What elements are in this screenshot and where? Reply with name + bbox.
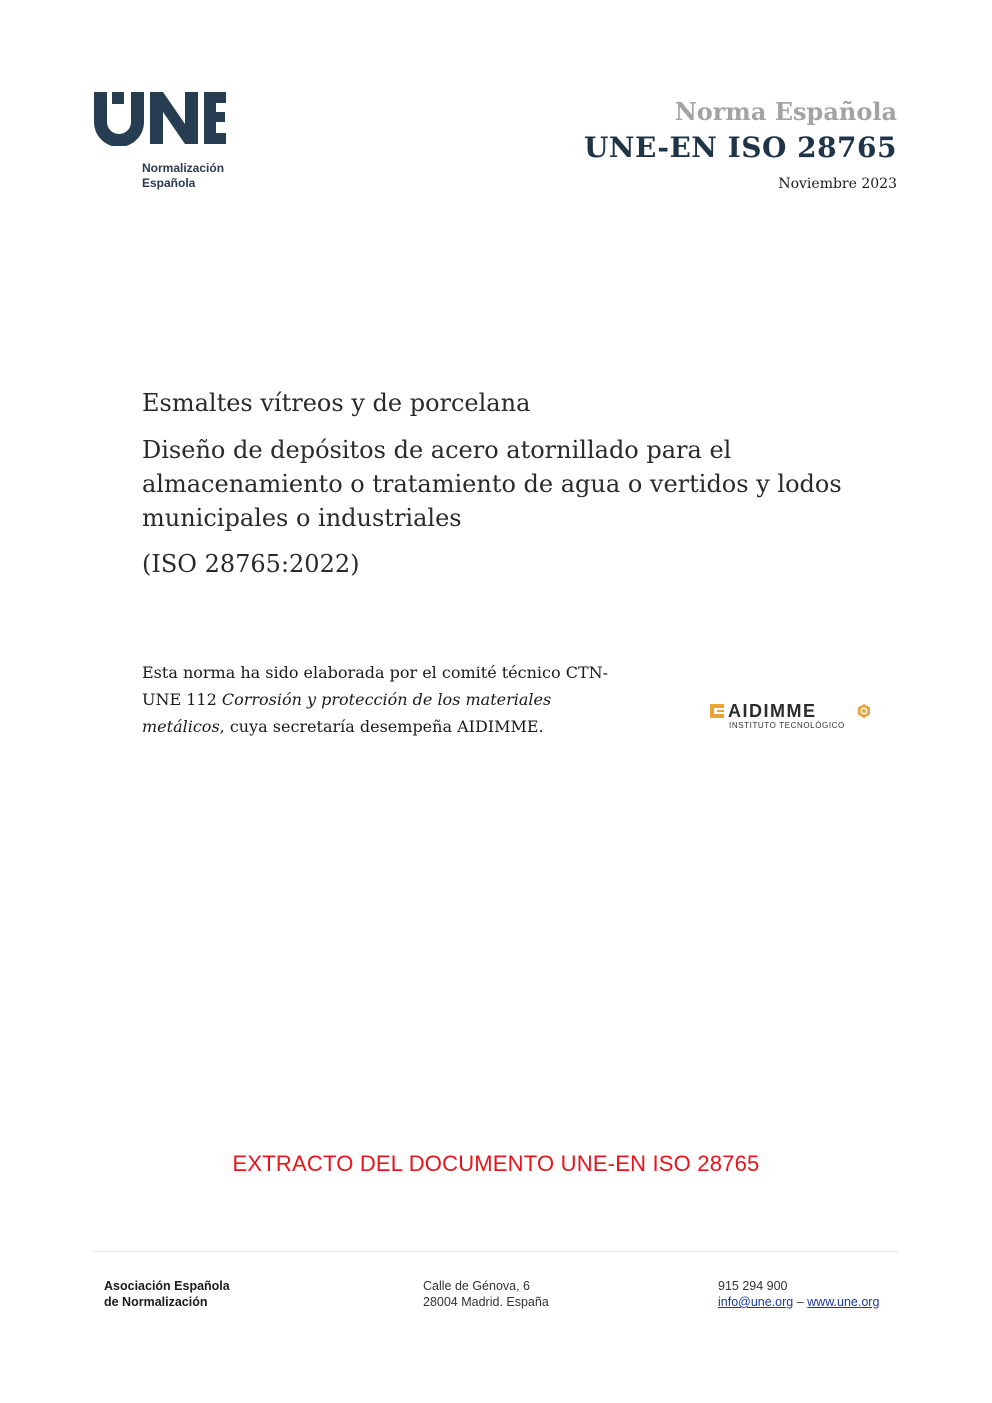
document-title: Esmaltes vítreos y de porcelana [142, 389, 531, 417]
committee-statement [142, 659, 622, 740]
footer-organization [104, 1278, 230, 1310]
committee-text-end: , cuya secretaría desempeña AIDIMME. [219, 717, 544, 736]
une-logo-icon [92, 88, 228, 146]
footer-org-line-2: de Normalización [104, 1295, 208, 1309]
aidimme-name: AIDIMME [728, 701, 817, 721]
aidimme-bracket-icon [709, 703, 725, 719]
une-logo [92, 88, 242, 198]
aidimme-logo [709, 700, 879, 736]
document-titles [142, 385, 902, 581]
footer-contact [718, 1278, 879, 1310]
email-link[interactable]: info@une.org [718, 1295, 794, 1309]
footer-links [718, 1294, 879, 1310]
document-subtitle: Diseño de depósitos de acero atornillado para el almacenamiento o tratamiento de agua o vertidos y lodos municipales o industriales [142, 436, 842, 532]
committee-text-start: Esta norma ha sido elaborada por el comité técnico CTN-UNE 112 [142, 663, 609, 709]
standard-label: Norma Española [674, 97, 897, 126]
footer-address-line-1: Calle de Génova, 6 [423, 1279, 531, 1293]
footer-link-separator: – [793, 1295, 808, 1309]
footer-phone: 915 294 900 [718, 1279, 788, 1293]
footer-org-line-1: Asociación Española [104, 1279, 230, 1293]
une-logo-subtitle [142, 161, 224, 191]
extract-notice: EXTRACTO DEL DOCUMENTO UNE-EN ISO 28765 [232, 1151, 760, 1176]
standard-code: UNE-EN ISO 28765 [583, 131, 897, 164]
iso-reference: (ISO 28765:2022) [142, 550, 360, 578]
aidimme-tagline: INSTITUTO TECNOLÓGICO [729, 721, 845, 730]
standard-header [584, 96, 897, 192]
website-link[interactable]: www.une.org [807, 1295, 880, 1309]
committee-name: Corrosión y protección de los materiales metálicos [142, 690, 552, 736]
aidimme-gear-icon [856, 703, 872, 719]
une-subtitle-line-2: Española [142, 176, 196, 190]
footer-address-line-2: 28004 Madrid. España [423, 1295, 549, 1309]
publication-date: Noviembre 2023 [778, 176, 897, 192]
footer-divider [93, 1251, 898, 1252]
footer-address [423, 1278, 549, 1310]
une-subtitle-line-1: Normalización [142, 161, 225, 175]
